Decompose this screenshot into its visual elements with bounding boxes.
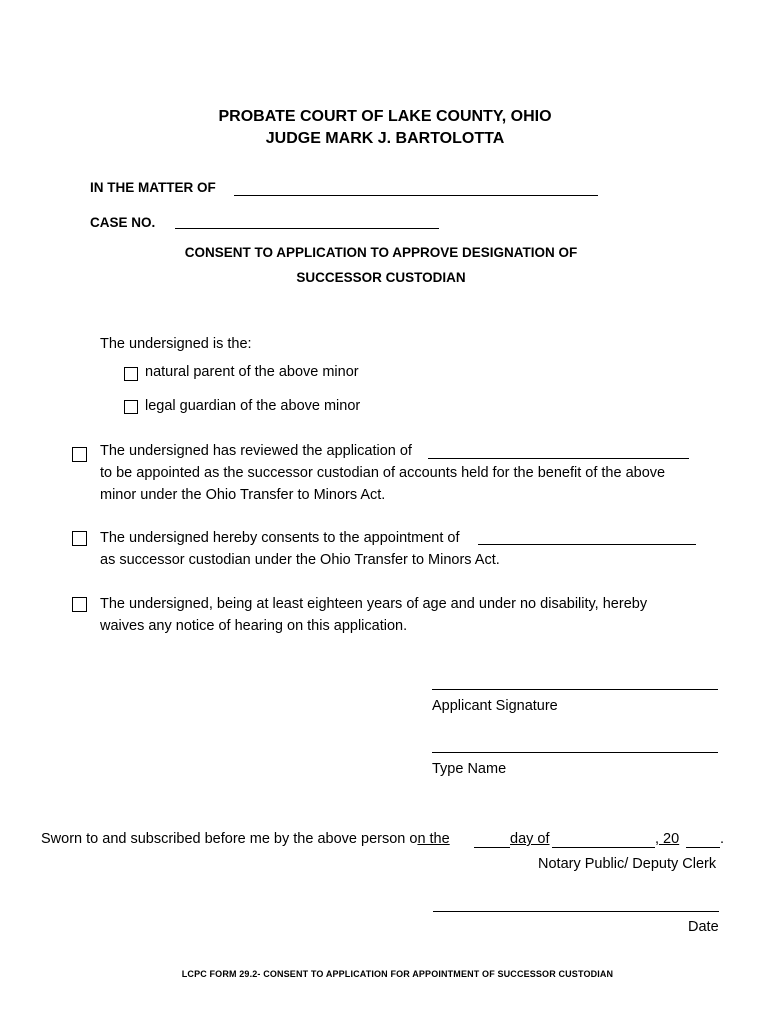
waive-notice-checkbox[interactable] [72,597,87,612]
legal-guardian-label: legal guardian of the above minor [145,398,361,414]
natural-parent-label: natural parent of the above minor [145,364,359,380]
case-no-label: CASE NO. [90,215,156,230]
judge-name: JUDGE MARK J. BARTOLOTTA [265,130,505,147]
in-the-matter-of-field[interactable] [234,195,598,196]
applicant-signature-label: Applicant Signature [432,698,558,714]
type-name-label: Type Name [432,761,507,777]
statement1-line1: The undersigned has reviewed the application of [100,443,412,459]
form-title-line1: CONSENT TO APPLICATION TO APPROVE DESIGNATION OF [184,245,578,260]
date-line[interactable] [433,911,719,912]
jurat-period: . [720,831,725,847]
statement3-line1: The undersigned, being at least eighteen years of age and under no disability, hereby [100,596,648,612]
in-the-matter-of-label: IN THE MATTER OF [90,180,216,195]
applicant-signature-line[interactable] [432,689,718,690]
case-no-field[interactable] [175,228,439,229]
consent-checkbox[interactable] [72,531,87,546]
jurat-text [41,831,450,847]
jurat-prefix: Sworn to and subscribed before me by the above person o [41,831,418,847]
day-field[interactable] [474,847,510,848]
applicant-name-field[interactable] [428,458,689,459]
statement2-line1: The undersigned hereby consents to the appointment of [100,530,460,546]
natural-parent-checkbox[interactable] [124,367,138,381]
relationship-intro: The undersigned is the: [100,336,252,352]
appointee-name-field[interactable] [478,544,696,545]
month-field[interactable] [552,847,655,848]
legal-guardian-checkbox[interactable] [124,400,138,414]
court-title: PROBATE COURT OF LAKE COUNTY, OHIO [218,108,552,125]
jurat-day-of: day of [510,831,550,847]
statement2-line2: as successor custodian under the Ohio Transfer to Minors Act. [100,552,500,568]
statement1-line2: to be appointed as the successor custodian of accounts held for the benefit of the above [100,465,666,481]
form-title-line2: SUCCESSOR CUSTODIAN [296,270,466,285]
notary-label: Notary Public/ Deputy Clerk [538,856,717,872]
type-name-line[interactable] [432,752,718,753]
jurat-year-prefix: , 20 [655,831,680,847]
form-footer: LCPC FORM 29.2- CONSENT TO APPLICATION FOR APPOINTMENT OF SUCCESSOR CUSTODIAN [181,969,614,979]
date-label: Date [688,919,719,935]
jurat-on-the: n the [417,831,450,847]
statement3-line2: waives any notice of hearing on this application. [100,618,408,634]
year-field[interactable] [686,847,720,848]
statement1-line3: minor under the Ohio Transfer to Minors Act. [100,487,386,503]
reviewed-application-checkbox[interactable] [72,447,87,462]
